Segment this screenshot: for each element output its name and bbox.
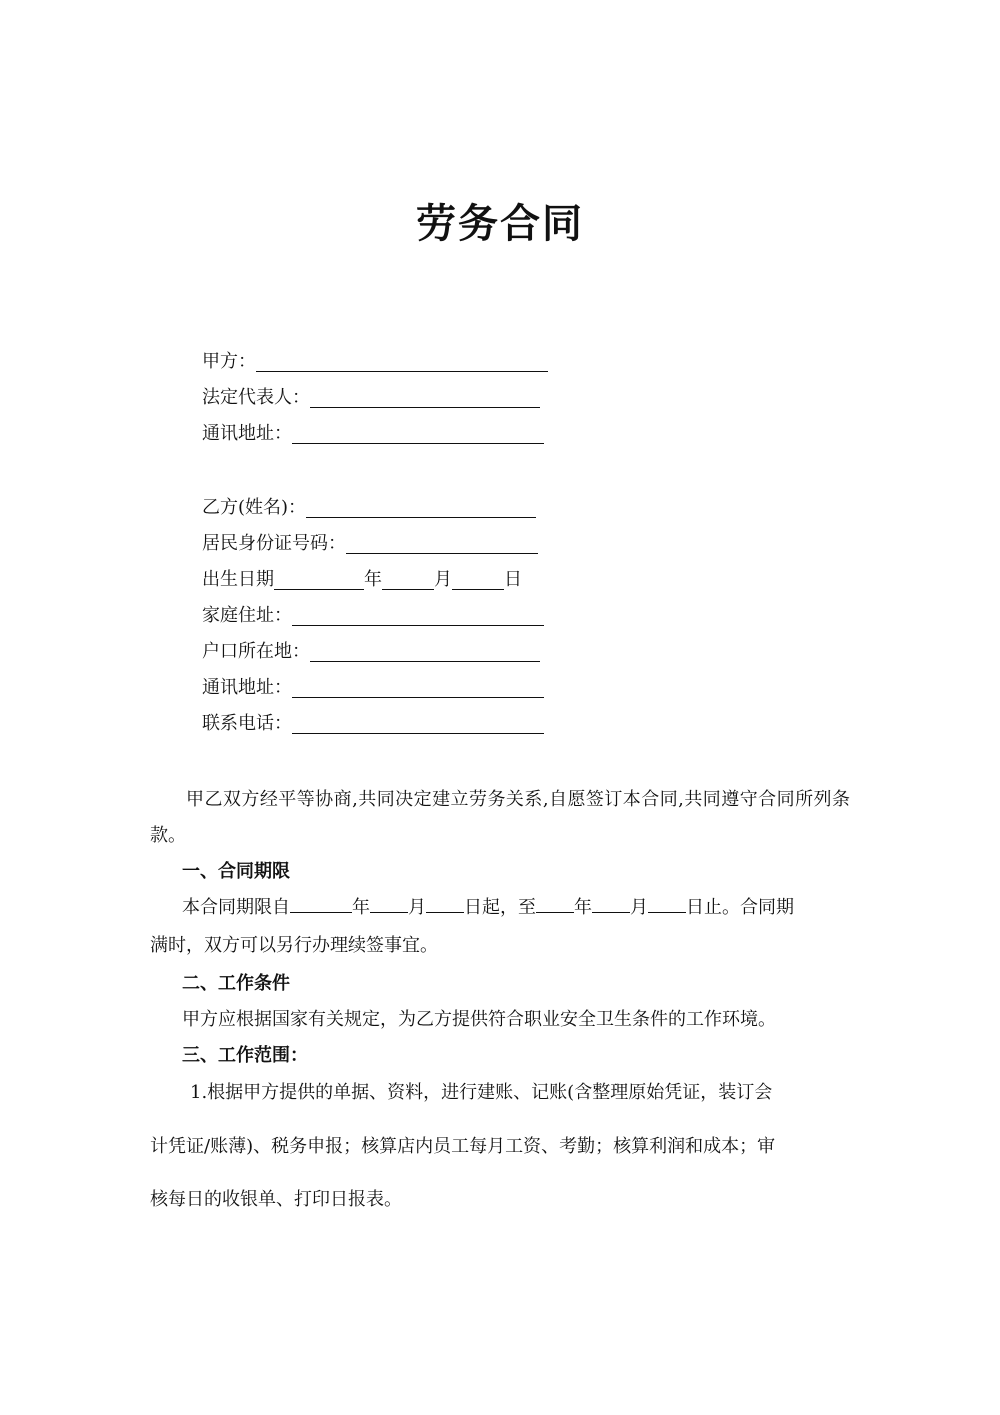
party-b-phone-blank[interactable] bbox=[292, 713, 544, 734]
birth-month-label: 月 bbox=[434, 569, 452, 590]
party-b-id-blank[interactable] bbox=[346, 533, 538, 554]
birth-day-blank[interactable] bbox=[452, 569, 504, 590]
party-b-address-field bbox=[202, 676, 544, 700]
term-end-year-blank[interactable] bbox=[536, 894, 574, 913]
party-a-name-blank[interactable] bbox=[256, 351, 548, 372]
party-b-name-field bbox=[202, 496, 536, 520]
scope-line-2: 计凭证/账薄)、税务申报；核算店内员工每月工资、考勤；核算利润和成本；审 bbox=[150, 1136, 776, 1157]
term-start-year-label: 年 bbox=[352, 897, 370, 918]
term-end-year-label: 年 bbox=[574, 897, 592, 918]
term-start-year-blank[interactable] bbox=[290, 894, 352, 913]
party-b-home-label: 家庭住址： bbox=[202, 605, 292, 626]
term-start-day-blank[interactable] bbox=[426, 894, 464, 913]
section-conditions-text: 甲方应根据国家有关规定，为乙方提供符合职业安全卫生条件的工作环境。 bbox=[182, 1009, 776, 1030]
party-b-hukou-field bbox=[202, 640, 540, 664]
birth-year-blank[interactable] bbox=[274, 569, 364, 590]
party-b-home-field bbox=[202, 604, 544, 628]
party-a-address-blank[interactable] bbox=[292, 423, 544, 444]
party-b-phone-label: 联系电话： bbox=[202, 713, 292, 734]
birth-month-blank[interactable] bbox=[382, 569, 434, 590]
party-b-address-label: 通讯地址： bbox=[202, 677, 292, 698]
section-term-line2: 满时，双方可以另行办理续签事宜。 bbox=[150, 935, 438, 956]
term-intro-text: 本合同期限自 bbox=[182, 897, 290, 918]
intro-paragraph: 甲乙双方经平等协商,共同决定建立劳务关系,自愿签订本合同,共同遵守合同所列条款。 bbox=[150, 789, 850, 846]
section-scope-heading: 三、工作范围： bbox=[182, 1045, 308, 1066]
party-a-rep-blank[interactable] bbox=[310, 387, 540, 408]
party-b-home-blank[interactable] bbox=[292, 605, 544, 626]
term-end-month-label: 月 bbox=[630, 897, 648, 918]
section-term-heading: 一、合同期限 bbox=[182, 861, 290, 882]
party-a-name-label: 甲方： bbox=[202, 351, 256, 372]
party-b-birth-field bbox=[202, 568, 522, 592]
party-a-address-field bbox=[202, 422, 544, 446]
party-b-id-label: 居民身份证号码： bbox=[202, 533, 346, 554]
page-title: 劳务合同 bbox=[416, 201, 584, 247]
term-start-month-label: 月 bbox=[408, 897, 426, 918]
party-a-address-label: 通讯地址： bbox=[202, 423, 292, 444]
term-end-day-blank[interactable] bbox=[648, 894, 686, 913]
party-b-birth-label: 出生日期 bbox=[202, 569, 274, 590]
scope-line-1: 1.根据甲方提供的单据、资料，进行建账、记账(含整理原始凭证，装订会 bbox=[190, 1082, 773, 1103]
party-a-rep-label: 法定代表人： bbox=[202, 387, 310, 408]
party-b-phone-field bbox=[202, 712, 544, 736]
party-b-hukou-blank[interactable] bbox=[310, 641, 540, 662]
term-to-text: 日止。合同期 bbox=[686, 897, 794, 918]
party-b-name-blank[interactable] bbox=[306, 497, 536, 518]
section-conditions-heading: 二、工作条件 bbox=[182, 973, 290, 994]
birth-year-label: 年 bbox=[364, 569, 382, 590]
party-b-hukou-label: 户口所在地： bbox=[202, 641, 310, 662]
party-b-address-blank[interactable] bbox=[292, 677, 544, 698]
term-start-month-blank[interactable] bbox=[370, 894, 408, 913]
party-b-name-label: 乙方(姓名)： bbox=[202, 497, 307, 518]
scope-line-3: 核每日的收银单、打印日报表。 bbox=[150, 1189, 402, 1210]
party-b-id-field bbox=[202, 532, 538, 556]
section-term-line1 bbox=[150, 890, 882, 926]
term-end-month-blank[interactable] bbox=[592, 894, 630, 913]
term-from-text: 日起，至 bbox=[464, 897, 536, 918]
party-a-name-field bbox=[202, 350, 548, 374]
party-a-rep-field bbox=[202, 386, 540, 410]
birth-day-label: 日 bbox=[504, 569, 522, 590]
